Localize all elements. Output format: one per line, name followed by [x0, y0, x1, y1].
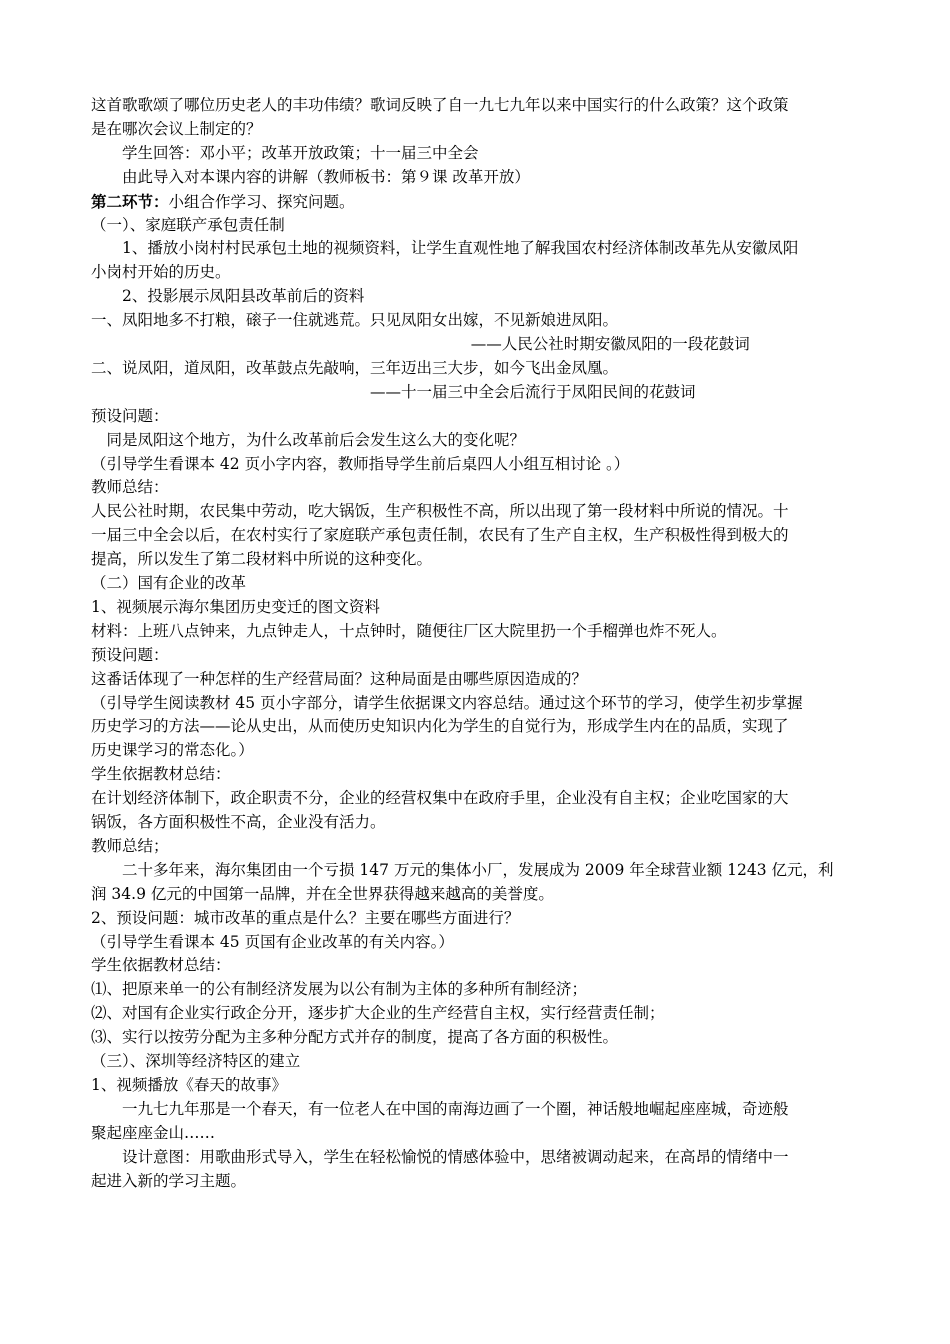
line-text: ⑴、把原来单一的公有制经济发展为以公有制为主体的多种所有制经济；	[91, 980, 588, 999]
text-line	[91, 931, 454, 954]
line-text: ⑶、实行以按劳分配为主多种分配方式并存的制度，提高了各方面的积极性。	[91, 1028, 619, 1047]
text-line	[91, 907, 519, 930]
text-line	[122, 1146, 789, 1169]
line-text: 学生依据教材总结：	[91, 956, 231, 975]
line-text: 设计意图：用歌曲形式导入，学生在轻松愉悦的情感体验中，思绪被调动起来，在高昂的情绪中一	[122, 1147, 789, 1166]
text-line	[91, 739, 254, 762]
line-text: 由此导入对本课内容的讲解（教师板书：第９课 改革开放）	[122, 167, 530, 186]
text-line	[91, 405, 169, 428]
line-text: 润 34.9 亿元的中国第一品牌，并在全世界获得越来越高的美誉度。	[91, 884, 554, 903]
line-text: 聚起座座金山……	[91, 1123, 216, 1142]
line-text: 人民公社时期，农民集中劳动，吃大锅饭，生产积极性不高，所以出现了第一段材料中所说的情况。十	[91, 502, 789, 521]
text-line	[91, 118, 262, 141]
text-line	[91, 835, 169, 858]
text-line	[91, 261, 231, 284]
text-line	[91, 548, 432, 571]
text-line	[107, 429, 526, 452]
text-line	[91, 1122, 215, 1145]
line-text: 一、凤阳地多不打粮，磙子一住就逃荒。只见凤阳女出嫁，不见新娘进凤阳。	[91, 311, 619, 330]
line-text: ⑵、对国有企业实行政企分开，逐步扩大企业的生产经营自主权，实行经营责任制；	[91, 1004, 665, 1023]
line-text: ——人民公社时期安徽凤阳的一段花鼓词	[470, 335, 750, 353]
line-text: ——十一届三中全会后流行于凤阳民间的花鼓词	[370, 382, 696, 401]
line-text: 材料：上班八点钟来，九点钟走人，十点钟时，随便往厂区大院里扔一个手榴弹也炸不死人。	[91, 621, 727, 640]
text-line	[91, 94, 789, 117]
text-line	[91, 309, 618, 332]
text-line	[91, 644, 169, 667]
text-line	[122, 237, 798, 260]
text-line	[91, 668, 587, 691]
line-text: 二十多年来，海尔集团由一个亏损 147 万元的集体小厂，发展成为 2009 年全球营业额 1243 亿元，利	[122, 860, 834, 879]
text-line	[91, 1170, 246, 1193]
text-line	[91, 1050, 300, 1073]
line-text: 1、视频展示海尔集团历史变迁的图文资料	[91, 597, 380, 616]
text-line	[91, 620, 727, 643]
line-text: 预设问题：	[91, 406, 169, 425]
line-text: 学生回答：邓小平；改革开放政策；十一届三中全会	[122, 143, 479, 162]
line-text: （引导学生看课本 45 页国有企业改革的有关内容。）	[91, 932, 454, 951]
line-text: 教师总结：	[91, 478, 169, 497]
line-text: （一）、家庭联产承包责任制	[91, 215, 285, 234]
text-line	[122, 285, 364, 308]
text-line	[91, 883, 554, 906]
text-line	[122, 859, 834, 882]
line-text: 起进入新的学习主题。	[91, 1171, 247, 1190]
line-text: 小组合作学习、探究问题。	[168, 192, 355, 211]
line-text: 学生依据教材总结：	[91, 765, 231, 784]
text-line	[91, 1026, 618, 1049]
line-text: （二）国有企业的改革	[91, 574, 247, 592]
line-text: （引导学生看课本 42 页小字内容，教师指导学生前后桌四人小组互相讨论 。）	[91, 454, 630, 473]
text-line	[471, 333, 750, 356]
text-line	[91, 500, 789, 523]
text-line	[91, 453, 629, 476]
line-text: 1、视频播放《春天的故事》	[91, 1075, 287, 1094]
text-line	[91, 811, 386, 834]
line-text: 小岗村开始的历史。	[91, 263, 231, 282]
line-text: 教师总结；	[91, 836, 169, 855]
line-text: 预设问题：	[91, 645, 169, 664]
line-text: （引导学生阅读教材 45 页小字部分，请学生依据课文内容总结。通过这个环节的学习，使学生初步掌握	[91, 693, 803, 712]
text-line	[91, 572, 246, 595]
text-line	[91, 787, 789, 810]
text-line	[91, 763, 231, 786]
text-line	[91, 357, 618, 380]
line-text: 2、预设问题：城市改革的重点是什么？主要在哪些方面进行？	[91, 908, 520, 927]
line-text: 这番话体现了一种怎样的生产经营局面？这种局面是由哪些原因造成的？	[91, 669, 588, 688]
line-text: 是在哪次会议上制定的？	[91, 119, 262, 138]
line-text: 历史学习的方法——论从史出，从而使历史知识内化为学生的自觉行为，形成学生内在的品质，实现了	[91, 717, 789, 736]
text-line	[91, 1002, 665, 1025]
text-line	[122, 142, 479, 165]
line-text: 2、投影展示凤阳县改革前后的资料	[122, 287, 365, 306]
text-line	[91, 190, 355, 214]
text-line	[91, 978, 587, 1001]
text-line	[91, 214, 285, 237]
line-text: 1、播放小岗村村民承包土地的视频资料，让学生直观性地了解我国农村经济体制改革先从安徽凤阳	[122, 239, 799, 258]
text-line	[91, 596, 380, 619]
text-line	[91, 524, 789, 547]
line-text: 提高，所以发生了第二段材料中所说的这种变化。	[91, 550, 433, 569]
line-text: （三）、深圳等经济特区的建立	[91, 1052, 301, 1070]
text-line	[91, 1074, 287, 1097]
line-text: 二、说凤阳，道凤阳，改革鼓点先敲响，三年迈出三大步，如今飞出金凤凰。	[91, 358, 619, 377]
line-text: 历史课学习的常态化。）	[91, 741, 254, 760]
text-line	[370, 381, 696, 404]
line-text: 同是凤阳这个地方，为什么改革前后会发生这么大的变化呢？	[106, 430, 526, 449]
text-line	[122, 1098, 789, 1121]
text-line	[91, 954, 231, 977]
line-text: 一九七九年那是一个春天，有一位老人在中国的南海边画了一个圈，神话般地崛起座座城，奇迹般	[122, 1099, 789, 1118]
section-heading-label: 第二环节：	[91, 191, 169, 211]
line-text: 在计划经济体制下，政企职责不分，企业的经营权集中在政府手里，企业没有自主权；企业吃国家的大	[91, 789, 789, 808]
text-line	[91, 715, 789, 738]
line-text: 这首歌歌颂了哪位历史老人的丰功伟绩？歌词反映了自一九七九年以来中国实行的什么政策？这个政策	[91, 96, 789, 114]
line-text: 一届三中全会以后，在农村实行了家庭联产承包责任制，农民有了生产自主权，生产积极性得到极大的	[91, 526, 789, 545]
line-text: 锅饭，各方面积极性不高，企业没有活力。	[91, 813, 386, 831]
text-line	[91, 476, 169, 499]
text-line	[91, 692, 803, 715]
text-line	[122, 166, 530, 189]
